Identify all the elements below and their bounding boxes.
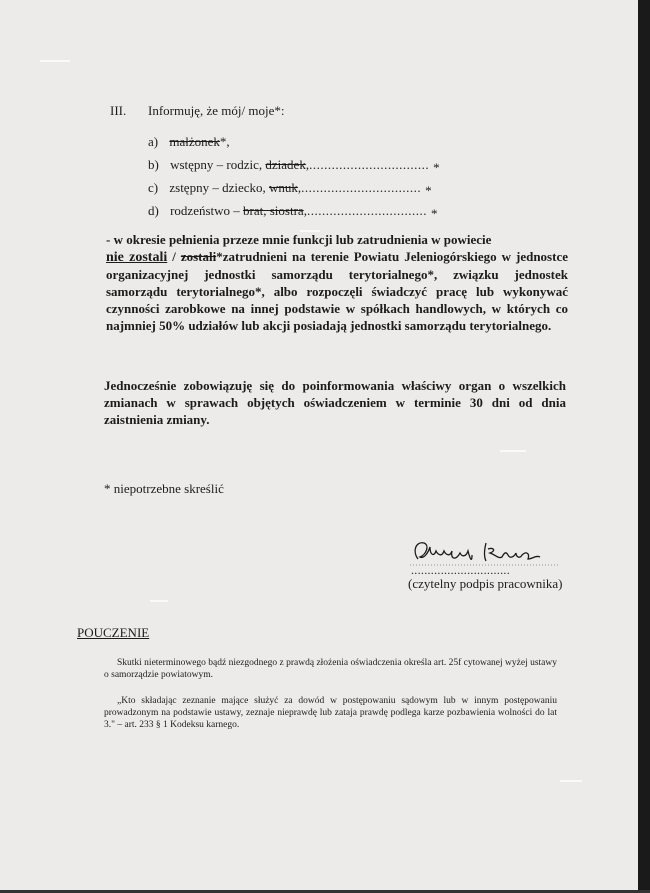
struck-text: dziadek	[265, 157, 306, 172]
struck-text: brat, siostra	[243, 203, 304, 218]
item-text: rodzeństwo –	[170, 203, 244, 218]
item-letter: c)	[148, 180, 159, 195]
fill-dots: ................................	[309, 157, 430, 172]
footnote: * niepotrzebne skreślić	[104, 481, 224, 496]
list-item	[148, 157, 440, 176]
notice-paragraph-1: Skutki nieterminowego bądź niezgodnego z prawdą złożenia oświadczenia określa art. 25f cytowanej wyżej ustawy o samorządzie powiatowym.	[104, 658, 558, 680]
fill-dots: ................................	[301, 180, 422, 195]
scan-artifact	[500, 450, 526, 452]
list-item	[148, 180, 432, 199]
asterisk: *	[425, 183, 432, 198]
item-letter: d)	[148, 203, 159, 218]
asterisk: *	[433, 160, 440, 175]
section-intro: Informuję, że mój/ moje*:	[148, 103, 285, 118]
struck-text: wnuk	[269, 180, 298, 195]
scan-artifact	[150, 600, 168, 602]
struck-text: małżonek	[169, 134, 220, 149]
notice-paragraph-2: „Kto składając zeznanie mające służyć za dowód w postępowaniu sądowym lub w innym postępowaniu prowadzonym na podstawie ustawy, zeznaje nieprawdę lub zataja prawdę podlega karze pozbawienia wolności do lat 3." – art. 233 § 1 Kodeksu karnego.	[104, 696, 557, 730]
item-text: zstępny – dziecko,	[169, 180, 269, 195]
item-letter: b)	[148, 157, 159, 172]
item-suffix: ,	[303, 203, 307, 218]
statement-lead: - w okresie pełnienia przeze mnie funkcji lub zatrudnienia w powiecie	[106, 232, 492, 247]
signature-dots: ..............................	[411, 563, 510, 577]
struck-text: zostali	[180, 249, 217, 264]
item-letter: a)	[148, 134, 159, 149]
scan-artifact	[560, 780, 582, 782]
separator: /	[167, 249, 181, 264]
statement-paragraph	[106, 231, 568, 334]
asterisk: *	[430, 206, 438, 221]
notice-heading: POUCZENIE	[77, 625, 150, 640]
commitment-paragraph: Jednocześnie zobowiązuję się do poinformowania właściwy organ o wszelkich zmianach w sprawach objętych oświadczeniem w terminie 30 dni od dnia zaistnienia zmiany.	[104, 378, 566, 427]
fill-dots: ................................	[306, 203, 427, 218]
statement-body: *zatrudnieni na terenie Powiatu Jeleniogórskiego w jednostce organizacyjnej jednostki samorządu terytorialnego*, związku jednostek samorządu terytorialnego*, albo rozpoczęli świadczyć pracę lub wykonywać czynności zarobkowe na innej podstawie w spółkach handlowych, w których co najmniej 50% udziałów lub akcji posiadają jednostki samorządu terytorialnego.	[106, 249, 568, 333]
list-item	[148, 203, 437, 222]
item-text: wstępny – rodzic,	[170, 157, 266, 172]
not-became-text: nie zostali	[106, 250, 168, 265]
item-suffix: ,	[305, 157, 310, 172]
section-number: III.	[110, 103, 127, 118]
scan-edge	[638, 0, 650, 893]
signature-caption: (czytelny podpis pracownika)	[408, 576, 563, 591]
list-item	[148, 134, 230, 150]
item-suffix: ,	[297, 180, 302, 195]
item-suffix: *,	[219, 134, 230, 149]
scan-artifact	[40, 60, 70, 62]
